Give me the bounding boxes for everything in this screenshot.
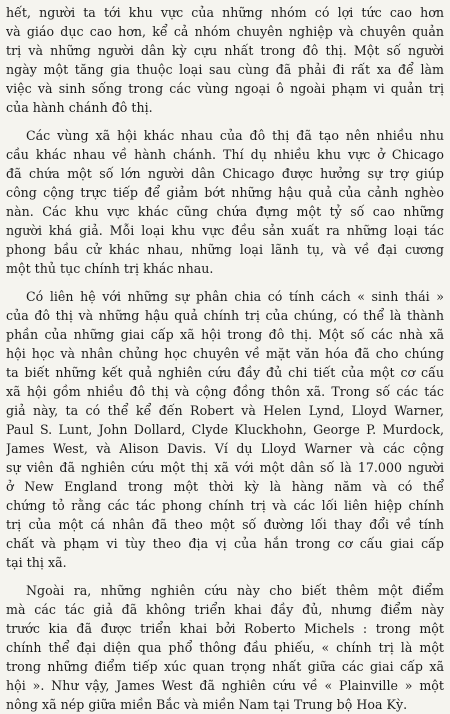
text-line: giả này, ta có thể kể đến Robert và Helen Lynd, Lloyd Warner, [6,403,444,418]
text-line: của đô thị và những hậu quả chính trị của chúng, có thể là thành [6,308,444,323]
text-line: hội ». Như vậy, James West đã nghiên cứu về « Plainville » một [6,678,444,693]
text-line: Paul S. Lunt, John Dollard, Clyde Kluckhohn, George P. Murdock, [6,422,444,437]
text-line: trước kia đã được triển khai bởi Roberto Michels : trong một [6,621,444,636]
text-line: chất và phạm vi tùy theo địa vị của hắn trong cơ cấu giai cấp [6,536,444,551]
text-line: trong những điểm tiếp xúc quan trọng nhất giữa các giai cấp xã [6,659,444,674]
text-line: chứng tỏ rằng các tác phong chính trị và các lối liên hiệp chính [6,498,444,513]
text-line: nông xã nép giữa miền Bắc và miền Nam tại Trung bộ Hoa Kỳ. [6,697,408,712]
paragraph-research-findings [6,581,444,714]
text-line: đã chứa một số lớn người dân Chicago được hưởng sự trợ giúp [6,166,444,181]
text-line: Ngoài ra, những nghiên cứu này cho biết thêm một điểm [26,583,444,598]
text-line: phong bầu cử khác nhau, những loại lãnh tụ, và về đại cương [6,242,444,257]
text-line: của hành chánh đô thị. [6,100,153,115]
text-line: ở New England trong một thời kỳ là hàng năm và có thể [6,479,444,494]
text-line: phần của những giai cấp xã hội trong đô thị. Một số các nhà xã [6,327,444,342]
text-line: và giáo dục cao hơn, kể cả nhóm chuyên nghiệp và chuyên quản [6,24,444,39]
paragraph-administrative-needs [6,126,444,278]
text-line: ta biết những kết quả nghiên cứu đầy đủ chi tiết của một cơ cấu [6,365,444,380]
text-line: một thủ tục chính trị khác nhau. [6,261,214,276]
text-line: trị và những người dân kỳ cựu nhất trong đô thị. Một số người [6,43,444,58]
text-line: việc và sinh sống trong các vùng ngoại ô ngoài phạm vi quản trị [6,81,444,96]
text-line: công cộng trực tiếp để giảm bớt những hậu quả của cảnh nghèo [6,185,444,200]
text-line: Các vùng xã hội khác nhau của đô thị đã tạo nên nhiều nhu [26,128,444,143]
text-line: trị của một cá nhân đã theo một số đường lối thay đổi về tính [6,517,444,532]
text-line: cầu khác nhau về hành chánh. Thí dụ nhiều khu vực ở Chicago [6,147,444,162]
text-line: Có liên hệ với những sự phân chia có tính cách « sinh thái » [26,289,444,304]
text-line: người khá giả. Mỗi loại khu vực đều sản xuất ra những loại tác [6,223,444,238]
text-line: hết, người ta tới khu vực của những nhóm có lợi tức cao hơn [6,5,444,20]
text-line: tại thị xã. [6,555,67,570]
text-line: xã hội gồm nhiều đô thị và cộng đồng thôn xã. Trong số các tác [6,384,444,399]
text-line: hội học và nhân chủng học chuyên về mặt văn hóa đã cho chúng [6,346,444,361]
text-line: mà các tác giả đã không triển khai đầy đủ, nhưng điểm này [6,602,444,617]
text-line: James West, và Alison Davis. Ví dụ Lloyd Warner và các cộng [6,441,444,456]
text-line: sự viên đã nghiên cứu một thị xã với một dân số là 17.000 người [6,460,444,475]
paragraph-social-classes [6,287,444,572]
text-line: ngày một tăng gia thuộc loại sau cùng đã phải đi rất xa để làm [6,62,444,77]
text-line: nàn. Các khu vực khác cũng chứa đựng một tỷ số cao những [6,204,444,219]
paragraph-urban-zones [6,3,444,117]
text-line: chính thể đại diện qua phổ thông đầu phiếu, « chính trị là một [6,640,444,655]
